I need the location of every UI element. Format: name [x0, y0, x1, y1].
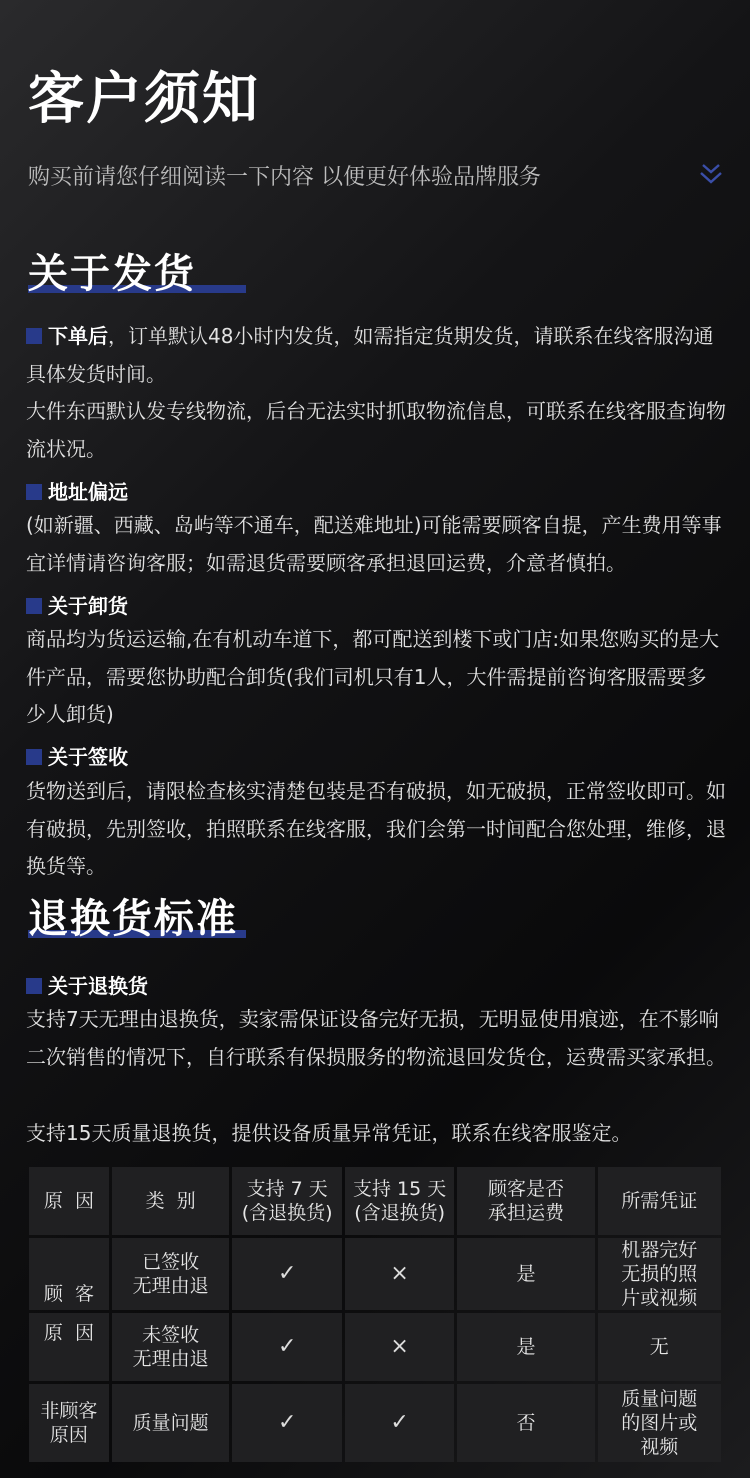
reason-customer-bottom: [29, 1313, 109, 1381]
returns-section-heading: [28, 896, 238, 942]
category-cell: [112, 1313, 230, 1381]
support-7day-cell: ✓: [232, 1313, 341, 1381]
category-cell: 质量问题: [112, 1384, 230, 1462]
table-row: [29, 1238, 721, 1310]
proof-cell: [598, 1238, 721, 1310]
reason-text: 非顾客 原因: [40, 1400, 98, 1446]
remote-label: 地址偏远: [48, 480, 128, 504]
page-subtitle: 购买前请您仔细阅读一下内容 以便更好体验品牌服务: [28, 165, 541, 190]
returns-policy-table: [26, 1164, 724, 1465]
remote-address-paragraph: (如新疆、西藏、岛屿等不通车，配送难地址)可能需要顾客自提，产生费用等事宜详情请咨询客服；如需退货需要顾客承担退回运费，介意者慎拍。: [26, 513, 722, 575]
support-15day-cell: ✓: [345, 1384, 454, 1462]
support-7day-cell: ✓: [232, 1384, 341, 1462]
bullet-square-icon: [26, 978, 42, 994]
returns-heading-text: 退换货标准: [28, 896, 238, 942]
logistics-paragraph: 大件东西默认发专线物流，后台无法实时抓取物流信息，可联系在线客服查询物流状况。: [26, 399, 726, 461]
unloading-subheading: [26, 590, 128, 619]
support-15day-cell: ×: [345, 1313, 454, 1381]
freight-cell: 是: [457, 1313, 594, 1381]
shipping-heading-text: 关于发货: [28, 251, 196, 297]
proof-text: 质量问题 的图片或 视频: [621, 1388, 698, 1458]
reason-text: 原 因: [43, 1322, 94, 1344]
header-text: 所需凭证: [621, 1190, 698, 1212]
header-text: 支持 7 天 (含退换货): [241, 1178, 333, 1224]
sign-label: 关于签收: [48, 745, 128, 769]
header-text: 原 因: [43, 1190, 94, 1212]
category-text: 未签收 无理由退: [132, 1324, 209, 1370]
returns-subheading: [26, 970, 148, 999]
bullet-square-icon: [26, 749, 42, 765]
signing-paragraph: 货物送到后，请限检查核实清楚包装是否有破损，如无破损，正常签收即可。如有破损，先别签收，拍照联系在线客服，我们会第一时间配合您处理，维修，退换货等。: [26, 779, 726, 878]
header-proof: [598, 1167, 721, 1235]
support-15day-cell: ×: [345, 1238, 454, 1310]
header-freight: [457, 1167, 594, 1235]
freight-cell: 是: [457, 1238, 594, 1310]
unload-label: 关于卸货: [48, 594, 128, 618]
returns-7day-paragraph: 支持7天无理由退换货，卖家需保证设备完好无损，无明显使用痕迹，在不影响二次销售的情况下，自行联系有保损服务的物流退回发货仓，运费需买家承担。: [26, 1007, 726, 1069]
bullet-square-icon: [26, 598, 42, 614]
signing-subheading: [26, 741, 128, 770]
table-header-row: [29, 1167, 721, 1235]
bullet-square-icon: [26, 484, 42, 500]
unloading-paragraph: 商品均为货运运输,在有机动车道下，都可配送到楼下或门店:如果您购买的是大件产品，需要您协助配合卸货(我们司机只有1人，大件需提前咨询客服需要多少人卸货): [26, 627, 720, 726]
order-paragraph: [26, 318, 726, 393]
bullet-square-icon: [26, 328, 42, 344]
header-7day: [232, 1167, 341, 1235]
page-title: 客户须知: [28, 67, 260, 132]
header-text: 类 别: [145, 1190, 196, 1212]
proof-cell: 无: [598, 1313, 721, 1381]
header-reason: [29, 1167, 109, 1235]
category-cell: [112, 1238, 230, 1310]
returns-15day-paragraph: 支持15天质量退换货，提供设备质量异常凭证，联系在线客服鉴定。: [26, 1121, 632, 1145]
header-text: 顾客是否 承担运费: [488, 1178, 565, 1224]
order-text: ，订单默认48小时内发货，如需指定货期发货，请联系在线客服沟通具体发货时间。: [26, 324, 714, 386]
proof-text: 机器完好 无损的照 片或视频: [621, 1239, 698, 1309]
order-label: 下单后: [48, 324, 108, 348]
double-chevron-down-icon: [696, 158, 726, 188]
returns-label: 关于退换货: [48, 974, 148, 998]
reason-quality: [29, 1384, 109, 1462]
reason-customer-top: [29, 1238, 109, 1310]
freight-cell: 否: [457, 1384, 594, 1462]
header-category: [112, 1167, 230, 1235]
header-15day: [345, 1167, 454, 1235]
table-row: [29, 1313, 721, 1381]
proof-cell: [598, 1384, 721, 1462]
reason-text: 顾 客: [43, 1283, 94, 1305]
support-7day-cell: ✓: [232, 1238, 341, 1310]
shipping-section-heading: [28, 251, 196, 297]
remote-address-subheading: [26, 476, 128, 505]
category-text: 已签收 无理由退: [132, 1251, 209, 1297]
table-row: [29, 1384, 721, 1462]
header-text: 支持 15 天 (含退换货): [353, 1178, 447, 1224]
